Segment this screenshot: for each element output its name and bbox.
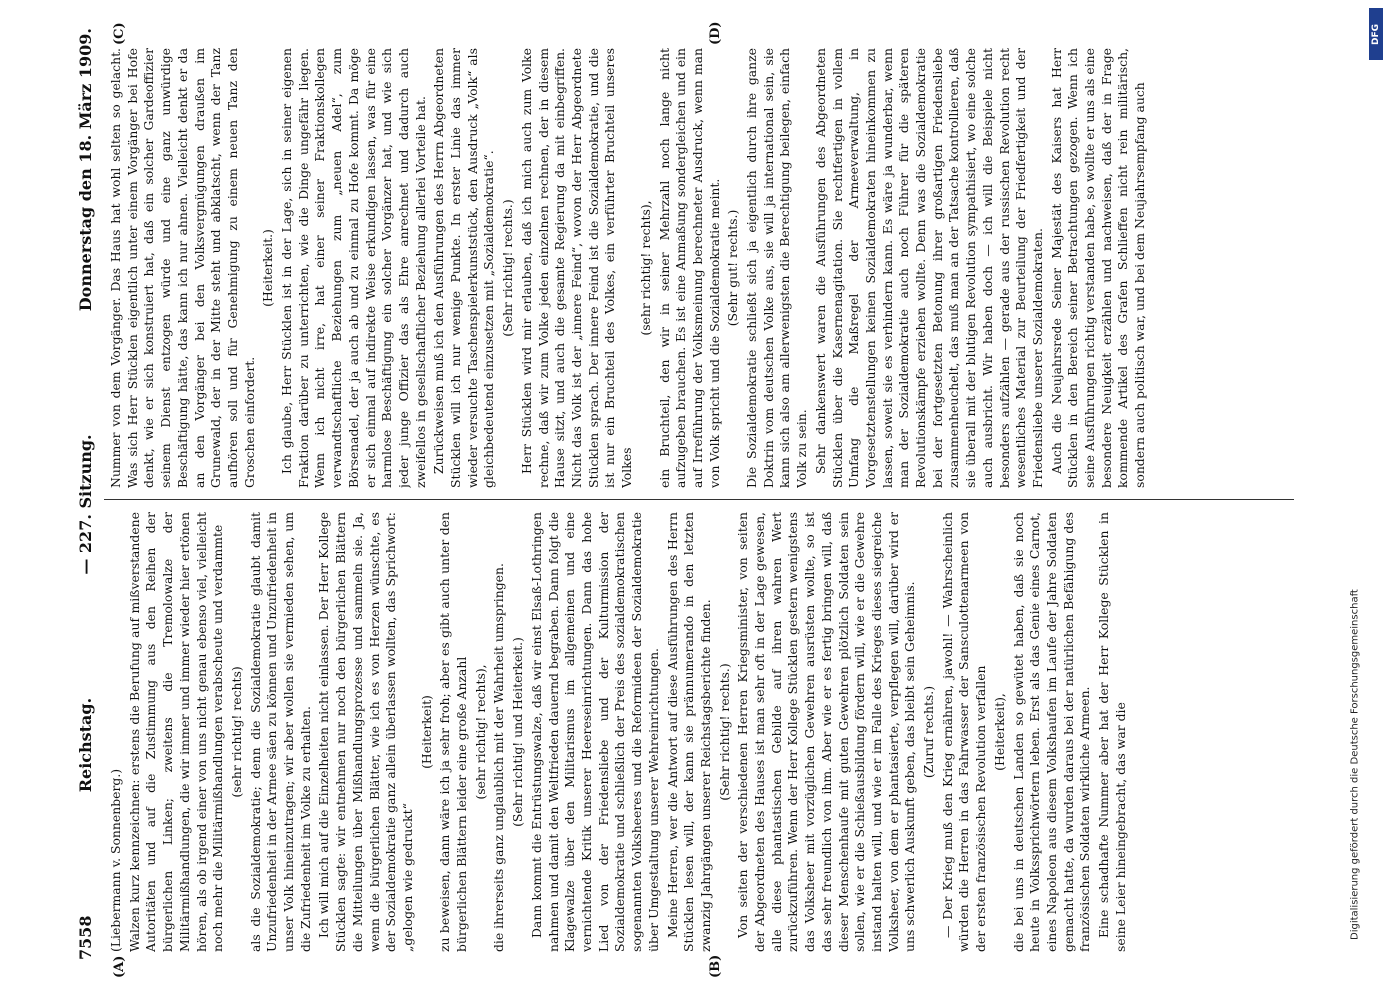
right-column xyxy=(108,48,1288,488)
paragraph: Sehr dankenswert waren die Ausführungen des Abgeordneten Stücklen über die Kasernenagitation. Sie rechtfertigen in vollem Umfang die Maßregel der Armeeverwaltung, in Vorgesetztenstellungen keinen Sozialdemokraten hineinkommen zu lassen, soweit sie es verhindern kann. Es wäre ja wunderbar, wenn man der Sozialdemokratie auch noch Führer für die späteren Revolutionskämpfe erziehen wollte. Denn was die Sozialdemokratie bei der fortgesetzten Betonung ihrer großartigen Friedensliebe zusammenheuchelt, das muß man an der Tatsache kontrollieren, daß sie überall mit der blutigen Revolution sympathisiert, wo eine solche auch ausbricht. Wir haben doch — ich will die Beispiele nicht besonders aufzählen — gerade aus der russischen Revolution recht wesentliches Material zur Beurteilung der Friedfertigkeit und der Friedensliebe unserer Sozialdemokraten. xyxy=(812,48,1045,488)
paragraph: Meine Herren, wer die Antwort auf diese Ausführungen des Herrn Stücklen lesen will, der kann sie prännumerando in den letzten zwanzig Jahrgängen unserer Reichstagsberichte finden. xyxy=(664,512,713,952)
header-left: Reichstag. xyxy=(75,697,95,793)
interjection: (Heiterkeit) xyxy=(418,695,434,769)
paragraph: Herr Stücklen wird mir erlauben, daß ich mich auch zum Volke rechne, daß wir zum Volke jeden einzelnen rechnen, der in diesem Hause sitzt, und auch die gesamte Regierung da mit einbegriffen. Nicht das Volk ist der „innere Feind“, wovon der Herr Abgeordnete Stücklen sprach. Der innere Feind ist die Sozialdemokratie, und die ist nur ein Bruchteil des Volkes, ein verführter Bruchteil unseres Volkes xyxy=(518,48,635,488)
paragraph: — Der Krieg muß den Krieg ernähren, jawohl! — Wahrscheinlich würden die Herren in das Fahrwasser der Sansculottenarmeen von der ersten französischen Revolution verfallen xyxy=(939,512,989,952)
interjection: (sehr richtig! rechts), xyxy=(637,200,653,336)
paragraph: Ich will mich auf die Einzelheiten nicht einlassen. Der Herr Kollege Stücklen sagte: wir entnehmen nur noch den bürgerlichen Blättern die Mitteilungen über Mißhandlungsprozesse und sammeln sie. Ja, wenn die bürgerlichen Blätter, wie ich es von Herzen wünschte, es der Sozialdemokratie ganz allein überlassen wollten, das Sprichwort: „gelogen wie gedruckt“ xyxy=(316,512,415,952)
paragraph: Dann kommt die Entrüstungswalze, daß wir einst Elsaß-Lothringen nahmen und damit den Weltfrieden dauernd begraben. Dann folgt die Klagewalze über den Militarismus im allgemeinen und eine vernichtende Kritik unserer Heereseinrichtungen. Dann das hohe Lied von der Friedensliebe und der Kulturmission der Sozialdemokratie und schließlich der Preis des sozialdemokratischen sogenannten Volksheeres und die Reformideen der Sozialdemokratie über Umgestaltung unserer Wehreinrichtungen. xyxy=(528,512,661,952)
interjection: (Zuruf rechts.) xyxy=(921,685,937,779)
interjection: (sehr richtig! rechts), xyxy=(472,664,488,800)
paragraph: Ich glaube, Herr Stücklen ist in der Lage, sich in seiner eigenen Fraktion darüber zu unterrichten, wie die Dinge ungefähr liegen. Wenn ich nicht irre, hat einer seiner Fraktionskollegen verwandtschaftliche Beziehungen zum „neuen Adel“, zum Börsenadel, der ja auch ab und zu einmal zu Hofe kommt. Da möge er sich einmal auf indirekte Weise erkundigen lassen, was für eine harmlose Beschäftigung ein solcher Vorgänzer hat, und wie sich jeder junge Offizier das als Ehre anrechnet und dadurch auch zweifellos in gesellschaftlicher Beziehung allerlei Vorteile hat. xyxy=(279,48,428,488)
column-divider xyxy=(104,499,1294,500)
paragraph: ein Bruchteil, den wir in seiner Mehrzahl noch lange nicht aufzugeben brauchen. Es ist eine Anmaßung sondergleichen und ein auf Irreführung der Volksmeinung berechneter Ausdruck, wenn man von Volk spricht und die Sozialdemokratie meint. xyxy=(656,48,722,488)
interjection: (Sehr richtig! und Heiterkeit.) xyxy=(510,637,526,827)
margin-marker-d: (D) xyxy=(708,21,723,45)
interjection: (Heiterkeit.) xyxy=(260,229,276,307)
left-column xyxy=(108,512,1288,952)
interjection: (sehr richtig! rechts) xyxy=(228,666,244,798)
interjection: (Sehr richtig! rechts.) xyxy=(500,199,516,337)
margin-marker-a: (A) xyxy=(112,955,127,978)
paragraph: als die Sozialdemokratie; denn die Sozialdemokratie glaubt damit Unzufriedenheit in der Armee säen zu können und Unzufriedenheit in unser Volk hineinzutragen; wir aber wollen sie vermieden sehen, um die Zufriedenheit im Volke zu erhalten. xyxy=(247,512,313,952)
speaker-label: (Liebermann v. Sonnenberg.) xyxy=(108,768,123,952)
digitization-credit: Digitalisierung gefördert durch die Deutsche Forschungsgemeinschaft xyxy=(1349,589,1361,940)
paragraph: zu beweisen, dann wäre ich ja sehr froh; aber es gibt auch unter den bürgerlichen Blättern leider eine große Anzahl xyxy=(437,512,470,952)
dfg-logo: DFG xyxy=(1369,8,1383,60)
paragraph: Die Sozialdemokratie schließt sich ja eigentlich durch ihre ganze Doktrin vom deutschen Volke aus, sie will ja international sein, sie kann sich also am allerwenigsten die Berechtigung beilegen, einfach Volk zu sein. xyxy=(744,48,810,488)
paragraph: die ihrerseits ganz unglaublich mit der Wahrheit umspringen. xyxy=(491,563,507,952)
interjection: (Heiterkeit), xyxy=(991,693,1007,771)
paragraph: Eine schadhafte Nummer aber hat der Herr Kollege Stücklen in seine Leier hineingebracht, das war die xyxy=(1096,512,1128,952)
page-number: 7558 xyxy=(75,915,95,960)
paragraph: die bei uns in deutschen Landen so gewütet haben, daß sie noch heute in Volkssprichwörtern leben. Erst als das Genie eines Carnot, eines Napoleon aus diesem Volkshaufen im Laufe der Jahre Soldaten gemacht hatte, da wurden daraus bei der natürlichen Befähigung des französischen Soldaten wirkliche Armeen. xyxy=(1010,512,1093,952)
paragraph: Walzen kurz kennzeichnen: erstens die Berufung auf mißverstandene Autoritäten und auf die Zustimmung aus den Reihen der bürgerlichen Linken; zweitens die Tremolowalze der Militärmißhandlungen, die wir immer und immer wieder hier ertönen hören, als ob irgend einer von uns nicht genau ebenso viel, vielleicht noch mehr die Militärmißhandlungen verabscheute und verdammte xyxy=(126,512,226,952)
paragraph: Auch die Neujahrsrede Seiner Majestät des Kaisers hat Herr Stücklen in den Bereich seiner Betrachtungen gezogen. Wenn ich seine Ausführungen richtig verstanden habe, so wollte er uns als eine besondere Neuigkeit erzählen und nachweisen, daß der in Frage kommende Artikel des Grafen Schlieffen nicht rein militärisch, sondern auch politisch war, und bei dem Neujahrsempfang auch xyxy=(1048,48,1148,488)
paragraph: Zurückweisen muß ich den Ausführungen des Herrn Abgeordneten Stücklen will ich nur wenige Punkte. In erster Linie das immer wieder versuchte Taschenspielerkunststück, den Ausdruck „Volk“ als gleichbedeutend einzusetzen mit „Sozialdemokratie“. xyxy=(431,48,497,488)
header-session: — 227. Sitzung. xyxy=(75,434,95,575)
margin-marker-b: (B) xyxy=(708,954,723,978)
interjection: (Sehr gut! rechts.) xyxy=(725,209,741,327)
paragraph: Von seiten der verschiedenen Herren Kriegsminister, von seiten der Abgeordneten des Hauses ist man sehr oft in der Lage gewesen, alle diese phantastischen Gebilde auf ihren wahren Wert zurückzuführen. Wenn der Herr Kollege Stücklen gestern wenigstens das Volksheer mit vorzüglichen Gewehren ausrüsten wollte, so ist das sehr freundlich von ihm. Aber wie er es fertig bringen will, daß dieser Menschenhaufe mit guten Gewehren plötzlich Soldaten sein sollen, wie er die Schießausbildung fördern will, wie er die Gewehre instand halten will, und wie er im Falle des Krieges dieses siegreiche Volksheer, von dem er phantasierte, verpflegen will, darüber wird er uns schwerlich Auskunft geben, das bleibt sein Geheimnis. xyxy=(735,512,918,952)
margin-marker-c: (C) xyxy=(112,22,127,45)
paragraph: Nummer von dem Vorgänger. Das Haus hat wohl selten so gelacht. Was sich Herr Stücklen eigentlich unter einem Vorgänger bei Hofe denkt, wie er sich konstruiert hat, daß ein solcher Gardeoffizier seinem Dienst entzogen würde und eine ganz unwürdige Beschäftigung hätte, das kann ich nur ahnen. Vielleicht denkt er da an den Vorgänger bei den Volksvergnügungen draußen im Grunewald, der in der Mitte steht und abklatscht, wenn der Tanz aufhören soll und für Genehmigung zu einem neuen Tanz den Groschen einfordert. xyxy=(108,48,257,488)
header-date: Donnerstag den 18. März 1909. xyxy=(75,28,95,312)
page-header xyxy=(68,28,102,960)
interjection: (Sehr richtig! rechts.) xyxy=(716,663,732,801)
